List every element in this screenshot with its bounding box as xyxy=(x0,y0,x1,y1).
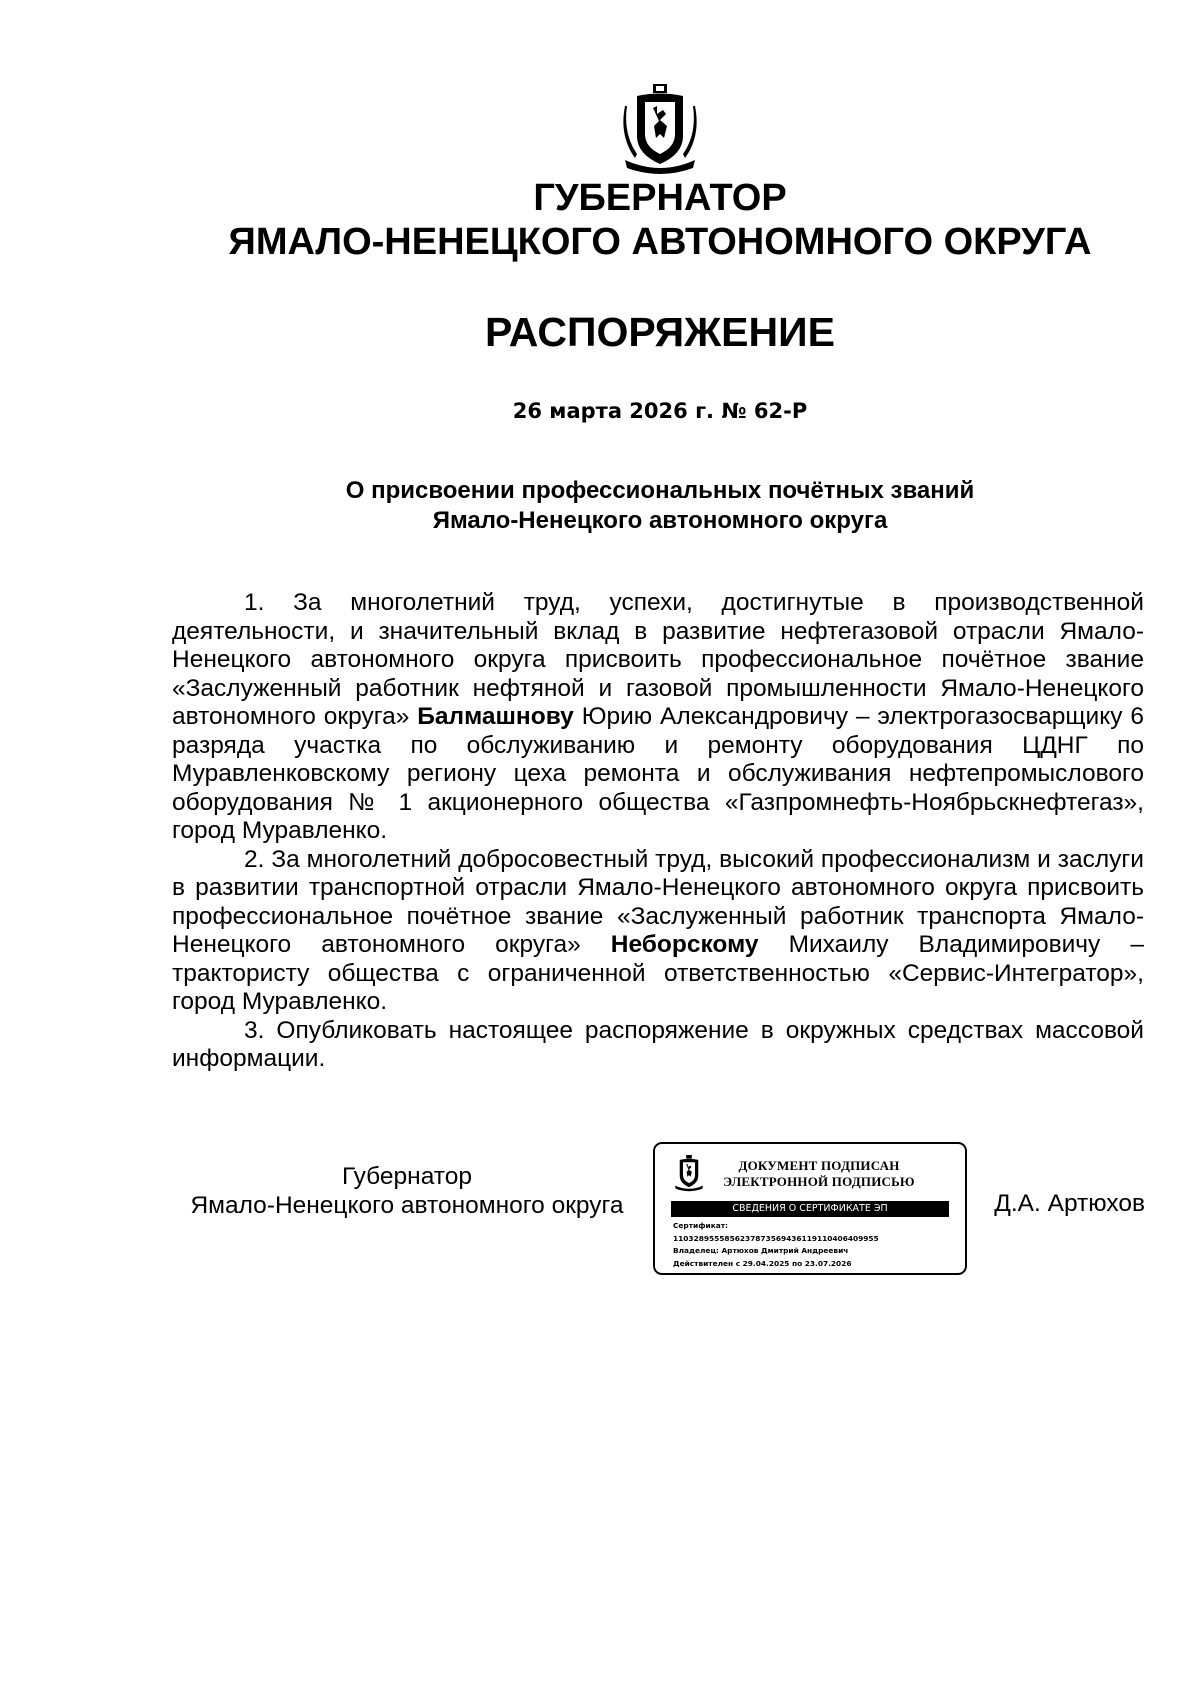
paragraph-3: 3. Опубликовать настоящее распоряжение в окружных средствах массовой информации. xyxy=(172,1016,1144,1072)
stamp-cert-number: 1103289555856237873569436119110406409955 xyxy=(673,1233,879,1243)
org-title-line1: ГУБЕРНАТОР xyxy=(533,177,787,219)
electronic-signature-stamp xyxy=(653,1142,967,1275)
coat-of-arms-icon xyxy=(623,84,697,176)
stamp-certificate-bar: СВЕДЕНИЯ О СЕРТИФИКАТЕ ЭП xyxy=(671,1201,949,1217)
stamp-owner: Владелец: Артюхов Дмитрий Андреевич xyxy=(673,1246,849,1255)
subject-line2: Ямало-Ненецкого автономного округа xyxy=(432,507,888,534)
awardee-surname-1: Балмашнову xyxy=(417,703,574,730)
paragraph-2-text-end: Михаилу Владимировичу – трактористу общества с ограниченной ответственностью «Сервис-Интегратор», город Муравленко. xyxy=(172,931,1144,1015)
stamp-certificate-info xyxy=(673,1220,953,1270)
signer-name: Д.А. Артюхов xyxy=(994,1190,1145,1217)
document-date-number: 26 марта 2026 г. № 62-Р xyxy=(512,399,808,423)
paragraph-1-text-end: Юрию Александровичу – электрогазосварщику 6 разряда участка по обслуживанию и ремонту оборудования ЦДНГ по Муравленковскому региону цеха ремонта и обслуживания нефтепромыслового оборудования № 1 акционерного общества «Газпромнефть-Ноябрьскнефтегаз», город Муравленко. xyxy=(172,703,1144,844)
stamp-validity: Действителен с 29.04.2025 по 23.07.2026 xyxy=(673,1258,852,1268)
awardee-surname-2: Неборскому xyxy=(610,931,759,958)
stamp-title-line2: ЭЛЕКТРОННОЙ ПОДПИСЬЮ xyxy=(723,1174,915,1189)
signer-position-line1: Губернатор xyxy=(342,1163,472,1190)
paragraph-2 xyxy=(172,846,1144,1017)
stamp-cert-label: Сертификат: xyxy=(673,1221,728,1230)
stamp-coat-of-arms-icon xyxy=(674,1155,704,1192)
document-type: РАСПОРЯЖЕНИЕ xyxy=(485,309,835,355)
stamp-title-line1: ДОКУМЕНТ ПОДПИСАН xyxy=(738,1158,900,1173)
signer-position-line2: Ямало-Ненецкого автономного округа xyxy=(190,1191,624,1219)
paragraph-1-text-start: 1. За многолетний труд, успехи, достигнутые в производственной деятельности, и значительный вклад в развитие нефтегазовой отрасли Ямало-Ненецкого автономного округа присвоить профессиональное почётное звание «Заслуженный работник нефтяной и газовой промышленности Ямало-Ненецкого автономного округа» xyxy=(172,589,1144,730)
document-body xyxy=(172,589,1144,1074)
document-subject xyxy=(0,476,1200,536)
org-title-line2: ЯМАЛО-НЕНЕЦКОГО АВТОНОМНОГО ОКРУГА xyxy=(228,221,1092,263)
stamp-title xyxy=(721,1158,917,1190)
paragraph-2-text-start: 2. За многолетний добросовестный труд, высокий профессионализм и заслуги в развитии транспортной отрасли Ямало-Ненецкого автономного округа присвоить профессиональное почётное звание «Заслуженный работник транспорта Ямало-Ненецкого автономного округа» xyxy=(172,845,1144,958)
signer-position xyxy=(172,1163,642,1220)
paragraph-1 xyxy=(172,589,1144,846)
subject-line1: О присвоении профессиональных почётных званий xyxy=(345,477,975,504)
